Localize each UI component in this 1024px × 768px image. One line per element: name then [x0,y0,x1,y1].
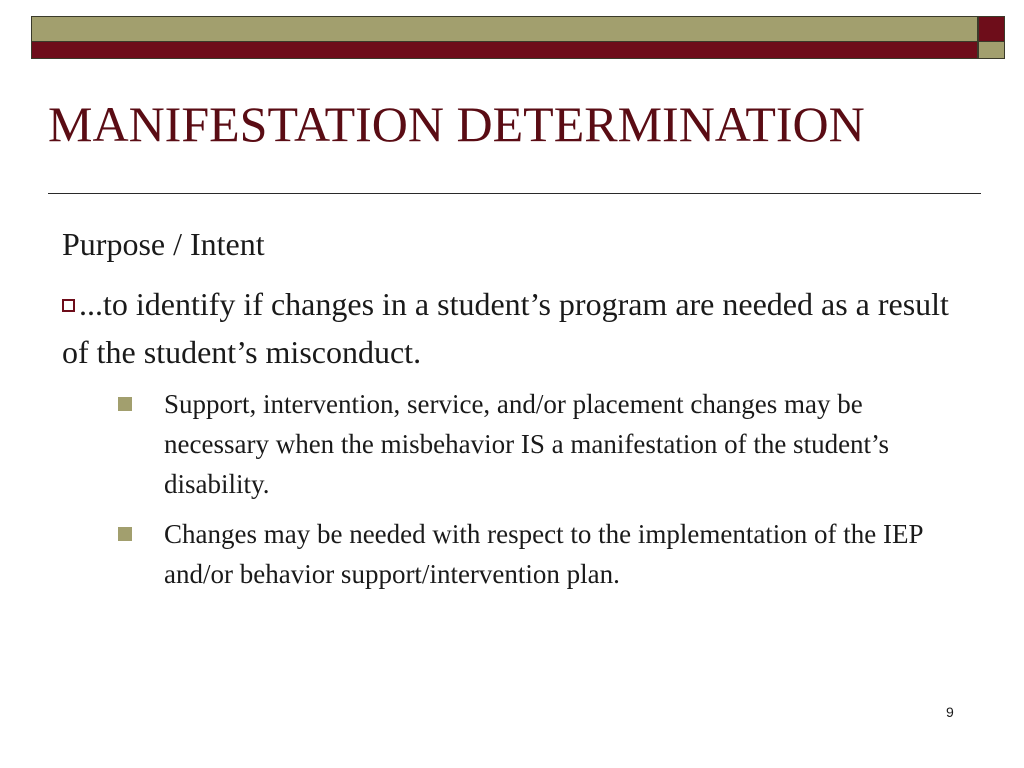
header-corner-square-olive [978,42,1005,59]
page-number: 9 [946,704,954,720]
filled-square-bullet-icon [118,397,132,411]
header-corner-square-maroon [978,16,1005,42]
sub-bullet-text: Support, intervention, service, and/or placement changes may be necessary when the misbehavior IS a manifestation of the student’s disability. [164,389,890,499]
main-bullet-text: ...to identify if changes in a student’s program are needed as a result of the student’s misconduct. [62,286,949,370]
sub-bullet-item [118,384,948,504]
section-heading: Purpose / Intent [62,226,265,262]
title-divider [48,193,981,194]
sub-bullet-item [118,514,948,594]
sub-bullet-list [118,384,948,604]
header-bar-maroon [31,42,978,59]
hollow-square-bullet-icon [62,299,75,312]
sub-bullet-text: Changes may be needed with respect to the implementation of the IEP and/or behavior support/intervention plan. [164,519,923,589]
slide-title: MANIFESTATION DETERMINATION [48,96,865,152]
main-bullet-point [62,280,962,376]
filled-square-bullet-icon [118,527,132,541]
header-bar-olive [31,16,978,42]
